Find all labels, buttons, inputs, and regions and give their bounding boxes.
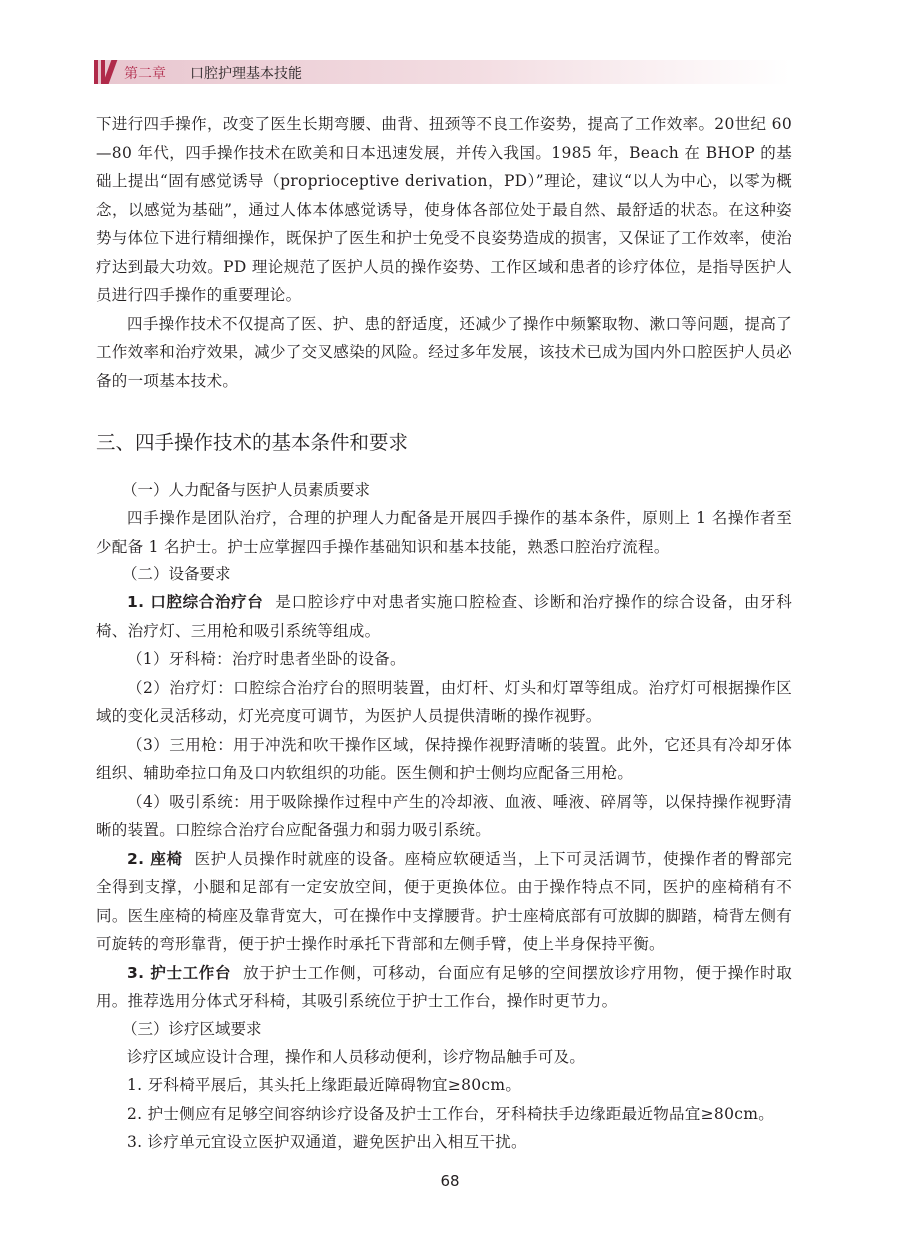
equipment-item-2-text: 医护人员操作时就座的设备。座椅应软硬适当，上下可灵活调节，使操作者的臀部完全得到支撑，小腿和足部有一定安放空间，便于更换体位。由于操作特点不同，医护的座椅稍有不同。医生座椅的椅座及靠背宽大，可在操作中支撑腰背。护士座椅底部有可放脚的脚踏，椅背左侧有可旋转的弯形靠背，便于护士操作时承托下背部和左侧手臂，使上半身保持平衡。 xyxy=(96,849,792,953)
list-item: （1）牙科椅：治疗时患者坐卧的设备。 xyxy=(127,650,406,668)
chapter-number: 第二章 xyxy=(124,66,166,82)
equipment-item-3-title: 3. 护士工作台 xyxy=(127,963,232,982)
running-header xyxy=(94,60,790,84)
paragraph-1: 下进行四手操作，改变了医生长期弯腰、曲背、扭颈等不良工作姿势，提高了工作效率。20世纪 60—80 年代，四手操作技术在欧美和日本迅速发展，并传入我国。1985 年，Beach 在 BHOP 的基础上提出“固有感觉诱导（proprioceptive derivation，PD）”理论，建议“以人为中心，以零为概念，以感觉为基础”，通过人体本体感觉诱导，使身体各部位处于最自然、最舒适的状态。在这种姿势与体位下进行精细操作，既保护了医生和护士免受不良姿势造成的损害，又保证了工作效率，使治疗达到最大功效。PD 理论规范了医护人员的操作姿势、工作区域和患者的诊疗体位，是指导医护人员进行四手操作的重要理论。 xyxy=(96,115,792,304)
subsection-3-intro: 诊疗区域应设计合理，操作和人员移动便利，诊疗物品触手可及。 xyxy=(127,1047,586,1066)
paragraph-2: 四手操作技术不仅提高了医、护、患的舒适度，还减少了操作中频繁取物、漱口等问题，提高了工作效率和治疗效果，减少了交叉感染的风险。经过多年发展，该技术已成为国内外口腔医护人员必备的一项基本技术。 xyxy=(96,314,792,390)
subsection-heading-2: （二）设备要求 xyxy=(122,565,231,583)
subsection-heading-1: （一）人力配备与医护人员素质要求 xyxy=(122,481,371,499)
header-bar-icon xyxy=(94,60,98,84)
list-item: 1. 牙科椅平展后，其头托上缘距最近障碍物宜≥80cm。 xyxy=(127,1076,522,1094)
equipment-item-3-text: 放于护士工作侧，可移动，台面应有足够的空间摆放诊疗用物，便于操作时取用。推荐选用分体式牙科椅，其吸引系统位于护士工作台，操作时更节力。 xyxy=(96,963,792,1010)
equipment-item-3 xyxy=(96,959,792,1016)
page-number: 68 xyxy=(440,1172,460,1190)
list-item: （2）治疗灯：口腔综合治疗台的照明装置，由灯杆、灯头和灯罩等组成。治疗灯可根据操作区域的变化灵活移动，灯光亮度可调节，为医护人员提供清晰的操作视野。 xyxy=(96,678,792,725)
section-heading: 三、四手操作技术的基本条件和要求 xyxy=(96,431,409,454)
equipment-item-1 xyxy=(96,588,792,645)
equipment-item-2 xyxy=(96,845,792,959)
equipment-item-2-title: 2. 座椅 xyxy=(127,849,183,868)
list-item: （4）吸引系统：用于吸除操作过程中产生的冷却液、血液、唾液、碎屑等，以保持操作视野清晰的装置。口腔综合治疗台应配备强力和弱力吸引系统。 xyxy=(96,792,792,839)
subsection-1-text: 四手操作是团队治疗，合理的护理人力配备是开展四手操作的基本条件，原则上 1 名操作者至少配备 1 名护士。护士应掌握四手操作基础知识和基本技能，熟悉口腔治疗流程。 xyxy=(96,509,792,556)
list-item: （3）三用枪：用于冲洗和吹干操作区域，保持操作视野清晰的装置。此外，它还具有冷却牙体组织、辅助牵拉口角及口内软组织的功能。医生侧和护士侧均应配备三用枪。 xyxy=(96,735,792,782)
equipment-item-1-text: 是口腔诊疗中对患者实施口腔检查、诊断和治疗操作的综合设备，由牙科椅、治疗灯、三用枪和吸引系统等组成。 xyxy=(96,593,792,640)
list-item: 3. 诊疗单元宜设立医护双通道，避免医护出入相互干扰。 xyxy=(127,1133,527,1151)
list-item: 2. 护士侧应有足够空间容纳诊疗设备及护士工作台，牙科椅扶手边缘距最近物品宜≥80cm。 xyxy=(127,1104,775,1123)
page-body xyxy=(96,110,792,1157)
equipment-item-1-title: 1. 口腔综合治疗台 xyxy=(127,593,264,611)
subsection-heading-3: （三）诊疗区域要求 xyxy=(122,1019,262,1038)
chapter-title: 口腔护理基本技能 xyxy=(190,66,302,82)
